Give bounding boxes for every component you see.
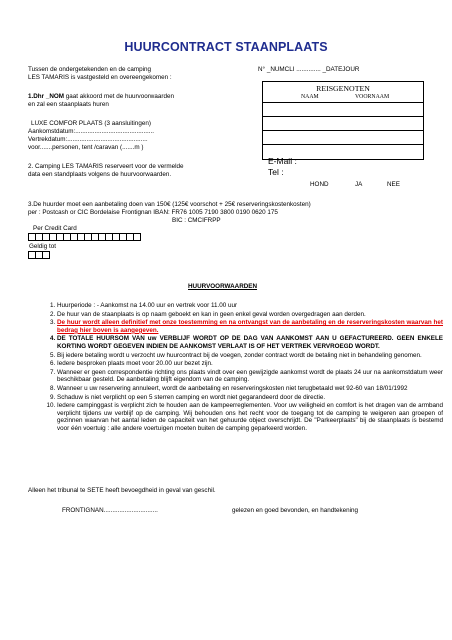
intro-line-2: LES TAMARIS is vastgesteld en overeengekomen : bbox=[28, 74, 172, 81]
intro-line-1: Tussen de ondergetekenden en de camping bbox=[28, 66, 151, 73]
phone-field: Tel : bbox=[268, 167, 284, 177]
travel-companions-table bbox=[262, 81, 424, 160]
signature-place: FRONTIGNAN............................... bbox=[62, 507, 158, 514]
party-2-line-1: 2. Camping LES TAMARIS reserveert voor de vermelde bbox=[28, 163, 184, 170]
document-title: HUURCONTRACT STAANPLAATS bbox=[124, 40, 328, 54]
email-field: E-Mail : bbox=[268, 156, 297, 166]
persons-field: voor.......personen, tent /caravan (.......m ) bbox=[28, 144, 144, 151]
condition-item: 10. Iedere campinggast is verplicht zich te houden aan de kampeerreglementen. Voor uw veiligheid en comfort is het dragen van de armband verplicht tijdens uw verblijf op de camping. Wij behouden ons het recht voor de toegang tot de camping te weigeren aan groepen of gezinnen waarvan het aantal leden de capaciteit van het gehuurde object overschrijdt. De "Parkeerplaats" bij de staanplaats is bestemd voor één voertuig : alle andere voertuigen moeten buiten de camping geparkeerd worden. bbox=[57, 402, 443, 432]
column-firstname: VOORNAAM bbox=[355, 94, 390, 100]
departure-date-field: Vertrekdatum:.............................................. bbox=[28, 136, 148, 143]
party-1-name: 1.Dhr _NOM bbox=[28, 93, 65, 100]
pet-yes-option: JA bbox=[355, 181, 363, 188]
condition-item: 1. Huurperiode : - Aankomst na 14.00 uur en vertrek voor 11.00 uur bbox=[57, 302, 443, 310]
conditions-list bbox=[38, 302, 443, 434]
condition-item: 2. De huur van de staanplaats is op naam geboekt en kan in geen enkel geval worden overgedragen aan derden. bbox=[57, 311, 443, 319]
travel-companions-title: REISGENOTEN bbox=[316, 84, 370, 93]
party-1-line-2: en zal een staanplaats huren bbox=[28, 101, 109, 108]
valid-until-label: Geldig tot bbox=[29, 243, 56, 250]
payment-line-1: 3.De huurder moet een aanbetaling doen van 150€ (125€ voorschot + 25€ reserveringskostenkosten) bbox=[28, 201, 311, 208]
party-1-text: gaat akkoord met de huurvoorwaarden bbox=[64, 93, 174, 100]
condition-item: 5. Bij iedere betaling wordt u verzocht uw huurcontract bij de voegen, zonder contract wordt de betaling niet in behandeling genomen. bbox=[57, 352, 443, 360]
party-2-line-2: data een standplaats volgens de huurvoorwaarden. bbox=[28, 171, 172, 178]
condition-item: 6. Iedere besproken plaats moet voor 20.00 uur bezet zijn. bbox=[57, 360, 443, 368]
credit-card-label: Per Credit Card bbox=[33, 225, 77, 232]
package-name: LUXE COMFOR PLAATS (3 aansluitingen) bbox=[31, 120, 151, 127]
conditions-title: HUURVOORWAARDEN bbox=[188, 283, 258, 290]
condition-item: 7. Wanneer er geen correspondentie richting ons plaats vindt over een gewijzigde aankomst wordt de plaats 24 uur na aankomstdatum weer beschikbaar gesteld. De aanbetaling blijft eigendom van de camping. bbox=[57, 369, 443, 384]
pet-dog-label: HOND bbox=[310, 181, 329, 188]
companion-row bbox=[263, 117, 423, 131]
valid-until-boxes bbox=[28, 251, 49, 259]
condition-item bbox=[57, 319, 443, 334]
signature-statement: gelezen en goed bevonden, en handtekening bbox=[232, 507, 359, 514]
travel-companions-header bbox=[263, 82, 423, 103]
companion-row bbox=[263, 103, 423, 117]
column-name: NAAM bbox=[301, 94, 319, 100]
reference-number: N° _NUMCLI .............. _DATEJOUR bbox=[258, 66, 360, 73]
condition-item: 8. Wanneer u uw reservering annuleert, wordt de aanbetaling en reserveringskosten niet terugbetaald wet 92-60 van 18/01/1992 bbox=[57, 385, 443, 393]
bic-code: BIC : CMCIFRPP bbox=[172, 217, 221, 224]
jurisdiction-note: Alleen het tribunal te SETE heeft bevoegdheid in geval van geschil. bbox=[28, 487, 216, 494]
payment-line-2: per : Postcash or CIC Bordelaise Frontignan IBAN: FR76 1005 7190 3800 0190 0620 175 bbox=[28, 209, 278, 216]
credit-card-number-boxes bbox=[28, 233, 140, 241]
condition-highlight: De huur wordt alleen definitief met onze toestemming en na ontvangst van de aanbetaling en de reserveringskosten waarvan het bedrag hier boven is aangegeven. bbox=[57, 319, 443, 334]
condition-item: 4. DE TOTALE HUURSOM VAN uw VERBLIJF WORDT OP DE DAG VAN AANKOMST AAN U GEFACTUREERD. GEEN ENKELE KORTING WORDT GEGEVEN INDIEN DE AANKOMST VERLAAT IS OF HET VERTREK VERVROEGD WORDT. bbox=[57, 335, 443, 350]
condition-item: 9. Schaduw is niet verplicht op een 5 sterren camping en wordt niet gegarandeerd door de directie. bbox=[57, 394, 443, 402]
party-1-line-1 bbox=[28, 93, 174, 101]
companion-row bbox=[263, 131, 423, 145]
pet-no-option: NEE bbox=[387, 181, 400, 188]
arrival-date-field: Aankomstdatum:............................................. bbox=[28, 128, 154, 135]
